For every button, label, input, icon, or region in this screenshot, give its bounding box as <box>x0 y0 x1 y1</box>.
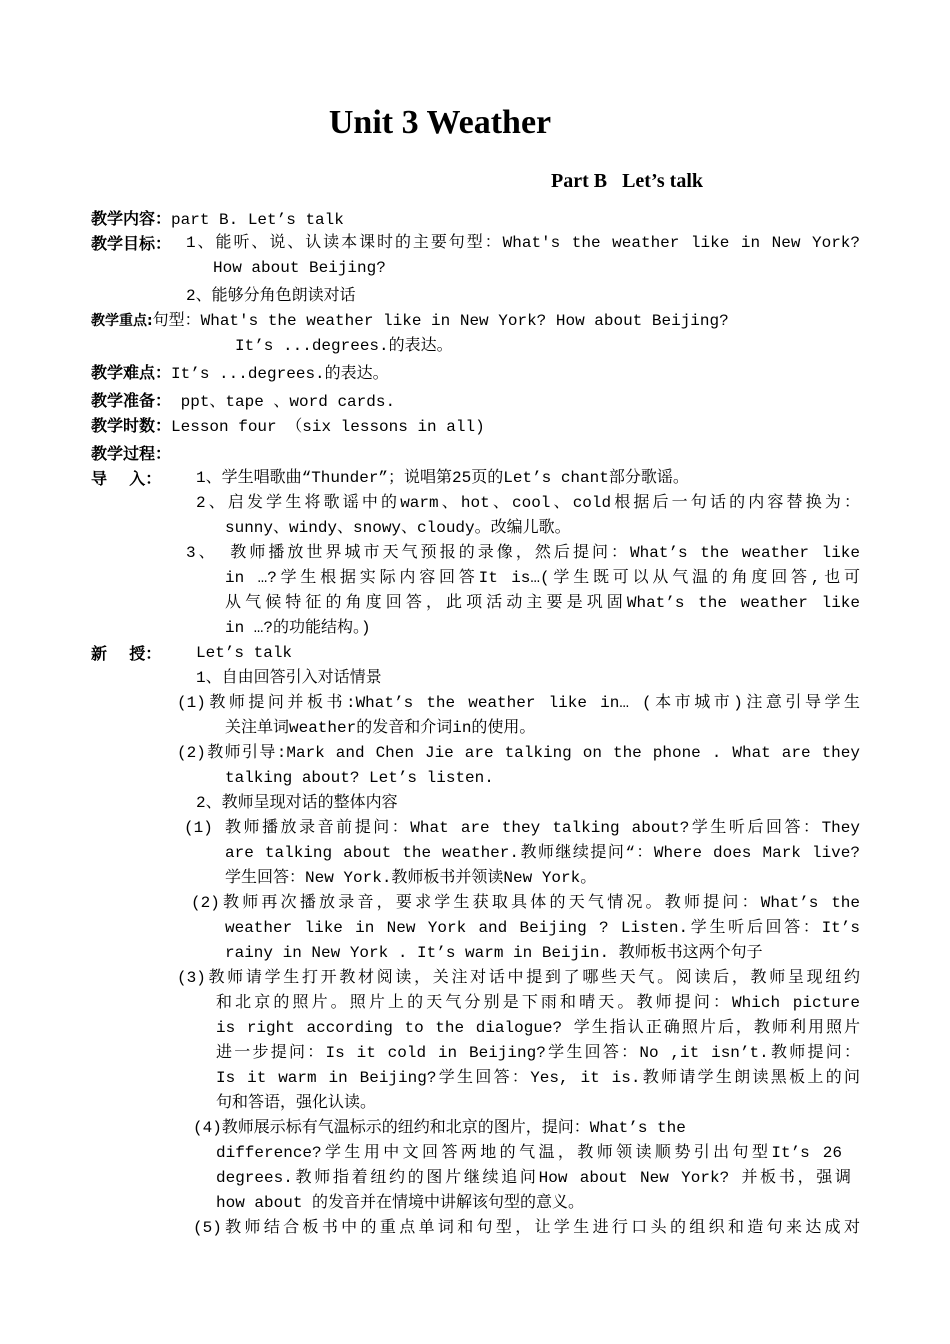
preparation-line <box>91 388 395 413</box>
step-2-3-cont-3: 进一步提问：Is it cold in Beijing?学生回答：No ,it isn’t.教师提问： <box>216 1044 860 1062</box>
intro-label: 导 入： <box>91 469 162 488</box>
difficulty-label: 教学难点： <box>91 363 172 382</box>
goal-2: 2、能够分角色朗读对话 <box>186 287 356 305</box>
intro-3-cont-2: 从气候特征的角度回答，此项活动主要是巩固What’s the weather like <box>225 594 860 612</box>
intro-2: 2、启发学生将歌谣中的warm、hot、cool、cold根据后一句话的内容替换为： <box>196 494 860 512</box>
step-1: 1、自由回答引入对话情景 <box>196 669 382 687</box>
key-label: 教学重点: <box>91 313 153 329</box>
step-1-2: (2)教师引导:Mark and Chen Jie are talking on the phone . What are they <box>177 744 860 762</box>
step-2-3-cont-5: 句和答语，强化认读。 <box>216 1094 377 1112</box>
step-1-2-cont: talking about? Let’s listen. <box>225 769 494 787</box>
preparation-label: 教学准备： <box>91 391 172 410</box>
step-2-4-cont-2: degrees.教师指着纽约的图片继续追问How about New York? 并板书，强调 <box>216 1169 851 1187</box>
step-2-2-cont-2: rainy in New York . It’s warm in Beijin. 教师板书这两个句子 <box>225 944 763 962</box>
step-2-2: (2)教师再次播放录音，要求学生获取具体的天气情况。教师提问：What’s the <box>191 894 860 912</box>
new-label: 新 授： <box>91 644 162 663</box>
intro-3-cont-1: in …?学生根据实际内容回答It is…(学生既可以从气温的角度回答,也可 <box>225 569 860 587</box>
goals-line <box>91 231 171 256</box>
step-2-1-cont-2: 学生回答：New York.教师板书并领读New York。 <box>225 869 597 887</box>
hours-line <box>91 413 485 438</box>
intro-3-cont-3: in …?的功能结构。) <box>225 619 371 637</box>
hours-label: 教学时数： <box>91 416 172 435</box>
step-2-4-cont-3: how about 的发音并在情境中讲解该句型的意义。 <box>216 1194 585 1212</box>
step-2-3-cont-2: is right according to the dialogue? 学生指认正确照片后，教师利用照片 <box>216 1019 860 1037</box>
hours-text: Lesson four （six lessons in all) <box>171 418 485 436</box>
step-2-5: (5)教师结合板书中的重点单词和句型，让学生进行口头的组织和造句来达成对 <box>193 1219 860 1237</box>
step-2-1: (1) 教师播放录音前提问：What are they talking about?学生听后回答：They <box>184 819 860 837</box>
content-line <box>91 206 344 231</box>
key-text: 句型：What's the weather like in New York? How about Beijing? <box>152 312 729 330</box>
step-1-1: (1)教师提问并板书:What’s the weather like in… (本市城市)注意引导学生 <box>177 694 860 712</box>
goal-1: 1、能听、说、认读本课时的主要句型：What's the weather like in New York? <box>186 234 860 252</box>
intro-2-cont: sunny、windy、snowy、cloudy。改编儿歌。 <box>225 519 571 537</box>
difficulty-text: It’s ...degrees.的表达。 <box>171 365 389 383</box>
new-text: Let’s talk <box>196 644 293 662</box>
new-label-line <box>91 641 161 666</box>
step-2-4-cont-1: difference?学生用中文回答两地的气温，教师领读顺势引出句型It’s 26 <box>216 1144 842 1162</box>
page-subtitle: Part B Let’s talk <box>551 170 704 192</box>
process-line <box>91 441 171 466</box>
goals-label: 教学目标： <box>91 234 172 253</box>
step-2-2-cont-1: weather like in New York and Beijing ? Listen.学生听后回答：It’s <box>225 919 860 937</box>
step-1-1-cont: 关注单词weather的发音和介词in的使用。 <box>225 719 536 737</box>
step-2-1-cont-1: are talking about the weather.教师继续提问“：Where does Mark live? <box>225 844 860 862</box>
content-label: 教学内容： <box>91 209 172 228</box>
page-title: Unit 3 Weather <box>328 104 552 141</box>
difficulty-line <box>91 360 389 385</box>
step-2-3-cont-4: Is it warm in Beijing?学生回答：Yes, it is.教师请学生朗读黑板上的问 <box>216 1069 860 1087</box>
process-label: 教学过程： <box>91 444 172 463</box>
step-2-4: (4)教师展示标有气温标示的纽约和北京的图片，提问：What’s the <box>193 1119 686 1137</box>
intro-1: 1、学生唱歌曲“Thunder”；说唱第25页的Let’s chant部分歌谣。 <box>196 469 689 487</box>
goal-1-cont: How about Beijing? <box>213 259 386 277</box>
step-2: 2、教师呈现对话的整体内容 <box>196 794 398 812</box>
step-2-3: (3)教师请学生打开教材阅读，关注对话中提到了哪些天气。阅读后，教师呈现纽约 <box>177 969 860 987</box>
step-2-3-cont-1: 和北京的照片。照片上的天气分别是下雨和晴天。教师提问：Which picture <box>216 994 860 1012</box>
key-line <box>91 309 729 334</box>
content-text: part B. Let’s talk <box>171 211 344 229</box>
key-cont: It’s ...degrees.的表达。 <box>235 337 453 355</box>
intro-label-line <box>91 466 161 491</box>
preparation-text: ppt、tape 、word cards. <box>171 393 396 411</box>
intro-3: 3、 教师播放世界城市天气预报的录像，然后提问：What’s the weather like <box>186 544 860 562</box>
